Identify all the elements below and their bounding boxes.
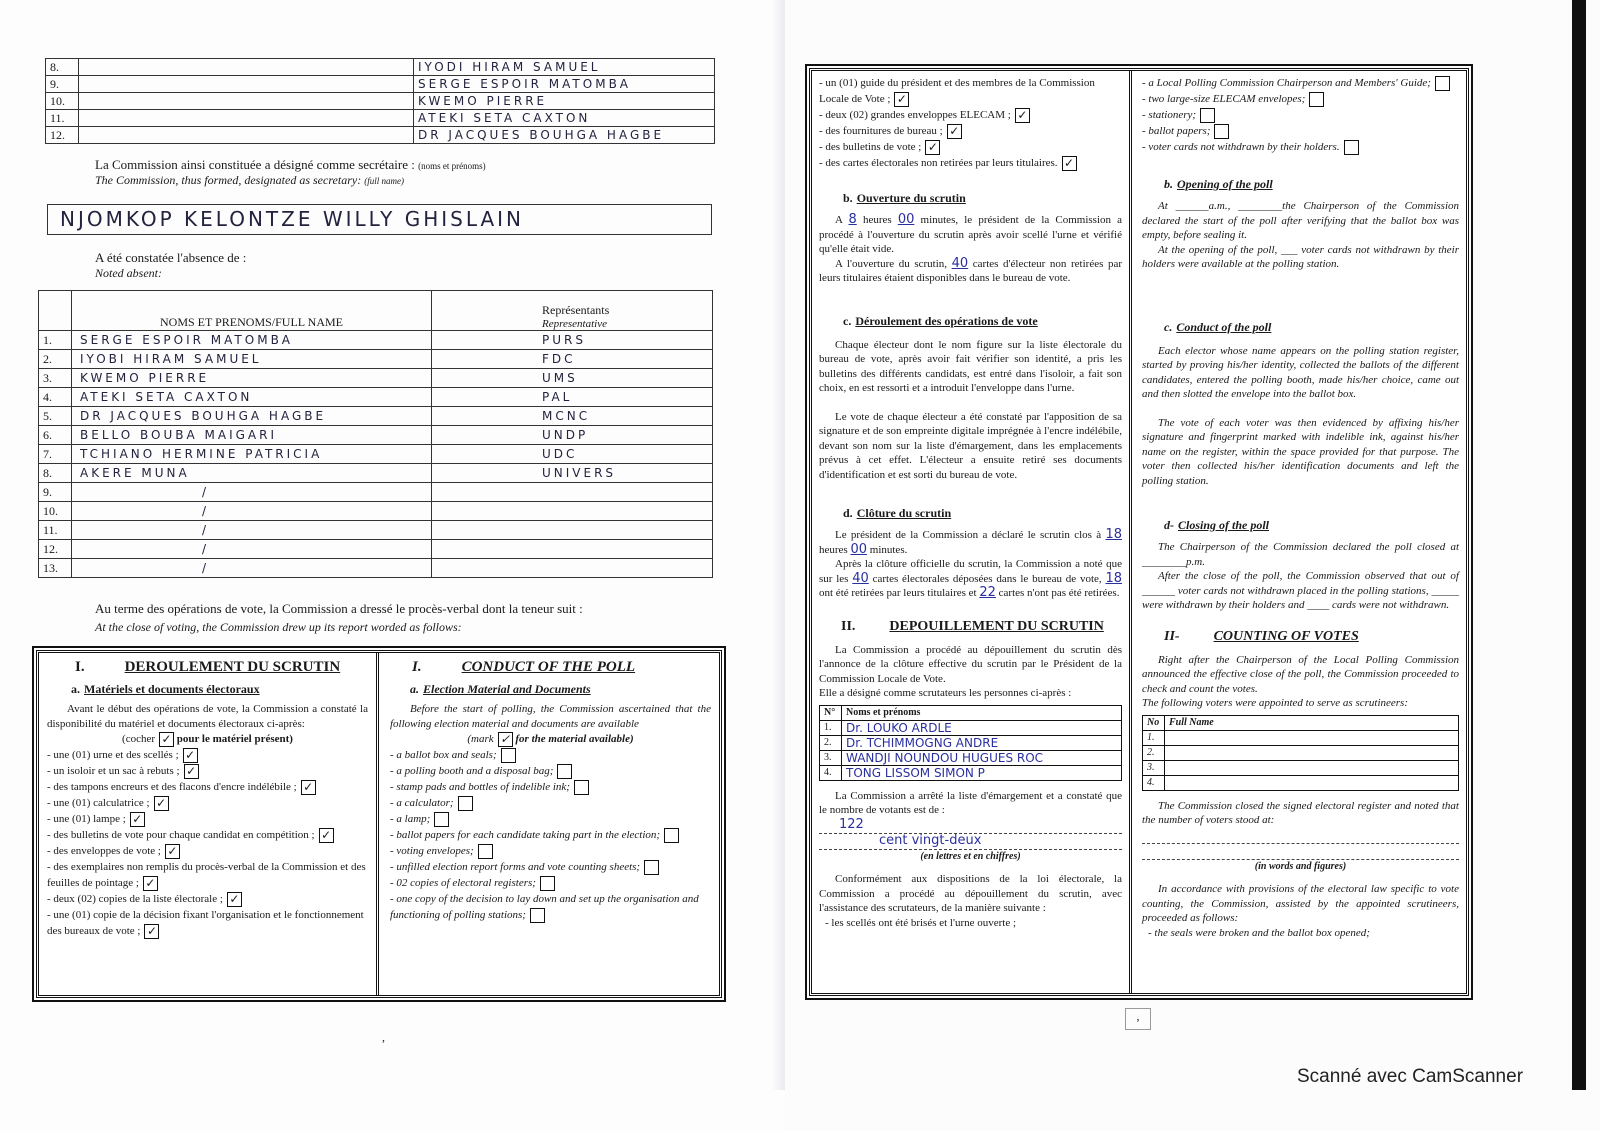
checklist-item: - a Local Polling Commission Chairperson and Members' Guide; [1142,75,1459,91]
absent-representative[interactable]: MCNC [432,407,713,426]
table-row: 7. TCHIANO HERMINE PATRICIA UDC [39,445,713,464]
checklist-item: - two large-size ELECAM envelopes; [1142,91,1459,107]
member-name[interactable]: KWEMO PIERRE [414,93,715,110]
table-row: 13. / [39,559,713,578]
absent-representative[interactable]: UNDP [432,426,713,445]
checkbox[interactable]: ✓ [130,812,145,827]
checklist-item: - a lamp; [390,811,711,827]
absent-name[interactable]: / [72,521,432,540]
checkbox[interactable]: ✓ [227,892,242,907]
checkbox[interactable] [530,908,545,923]
table-row: 12. DR JACQUES BOUHGA HAGBE [46,127,715,144]
checkbox[interactable] [540,876,555,891]
absent-name[interactable]: IYOBI HIRAM SAMUEL [72,350,432,369]
camscanner-watermark: Scanné avec CamScanner [1297,1066,1524,1087]
absent-representative[interactable] [432,540,713,559]
opening-paragraph-fr: A 8 heures 00 minutes, le président de la Commission a procédé à l'ouverture du scrutin après avoir scellé l'urne et vérifié qu'elle était vide. [819,212,1123,255]
table-row: 12. / [39,540,713,559]
table-row: 10. / [39,502,713,521]
table-row: 9. SERGE ESPOIR MATOMBA [46,76,715,93]
checkbox[interactable]: ✓ [301,780,316,795]
absent-name[interactable]: SERGE ESPOIR MATOMBA [72,331,432,350]
checkbox[interactable] [644,860,659,875]
table-row: 1. SERGE ESPOIR MATOMBA PURS [39,331,713,350]
not-withdrawn-cards-field[interactable]: 22 [979,585,996,600]
checkbox[interactable]: ✓ [165,844,180,859]
voters-count-words[interactable]: cent vingt-deux [879,832,982,848]
scrutineer-name[interactable]: Dr. LOUKO ARDLE [842,720,1122,735]
voters-count-line-en[interactable] [1142,828,1459,844]
table-row: 9. / [39,483,713,502]
checklist-item: - des cartes électorales non retirées par leurs titulaires. ✓ [819,155,1122,171]
absent-representative[interactable]: PAL [432,388,713,407]
checkbox[interactable]: ✓ [947,124,962,139]
checkbox-icon: ✓ [159,732,174,747]
en-material-list-cont [1142,75,1459,155]
checklist-item: - ballot papers for each candidate taking part in the election; [390,827,711,843]
closing-hours-field[interactable]: 18 [1105,527,1123,542]
absent-name[interactable]: / [72,540,432,559]
checklist-item: - stationery; [1142,107,1459,123]
fr-material-list-cont [819,75,1122,171]
voters-count-figures[interactable]: 122 [839,816,864,832]
absent-representative[interactable] [432,559,713,578]
checkbox[interactable] [557,764,572,779]
opening-hours-field[interactable]: 8 [848,212,857,227]
table-row: 3. WANDJI NOUNDOU HUGUES ROC [820,750,1122,765]
absent-label: A été constatée l'absence de : Noted absent: [95,250,247,280]
member-name[interactable]: ATEKI SETA CAXTON [414,110,715,127]
checkbox[interactable]: ✓ [319,828,334,843]
right-page [785,0,1600,1131]
en-material-list [390,747,711,923]
withdrawn-cards-field[interactable]: 18 [1105,570,1123,586]
checkbox[interactable] [458,796,473,811]
checklist-item: - ballot papers; [1142,123,1459,139]
checklist-item: - unfilled election report forms and vote counting sheets; [390,859,711,875]
checklist-item: - une (01) copie de la décision fixant l'organisation et le fonctionnement des bureaux de vote ; ✓ [47,909,364,938]
voters-count-line-en-2[interactable] [1142,844,1459,860]
table-row: 2. Dr. TCHIMMOGNG ANDRE [820,735,1122,750]
member-name[interactable]: IYODI HIRAM SAMUEL [414,59,715,76]
table-row: 3. KWEMO PIERRE UMS [39,369,713,388]
absent-representative[interactable]: FDC [432,350,713,369]
scrutineer-name[interactable]: TONG LISSOM SIMON P [842,765,1122,780]
table-row: 11. ATEKI SETA CAXTON [46,110,715,127]
checklist-item: - une (01) calculatrice ; ✓ [47,795,368,811]
left-page [0,0,785,1131]
checklist-item: - un (01) guide du président et des membres de la Commission Locale de Vote ; ✓ [819,77,1095,106]
absent-name[interactable]: ATEKI SETA CAXTON [72,388,432,407]
scrutineer-name[interactable] [1165,760,1459,775]
secretary-name-field[interactable]: NJOMKOP KELONTZE WILLY GHISLAIN [47,204,712,235]
fr-material-list [47,747,368,939]
table-row: 8. IYODI HIRAM SAMUEL [46,59,715,76]
checklist-item: - des tampons encreurs et des flacons d'encre indélébile ; ✓ [47,779,368,795]
checklist-item: - des fournitures de bureau ; ✓ [819,123,1122,139]
page-edge-shadow [1572,0,1586,1090]
absent-name[interactable]: / [72,502,432,521]
scrutineers-table-fr: N° Noms et prénoms 1. Dr. LOUKO ARDLE 2. Dr. TCHIMMOGNG ANDRE 3. WANDJI NOUNDOU HUGUES ROC 4. TONG LISSOM SIMON P [819,705,1122,781]
absent-representative[interactable]: UNIVERS [432,464,713,483]
scrutineer-name[interactable]: Dr. TCHIMMOGNG ANDRE [842,735,1122,750]
scrutineer-name[interactable] [1165,730,1459,745]
checkbox[interactable]: ✓ [154,796,169,811]
table-row: 1. Dr. LOUKO ARDLE [820,720,1122,735]
closing-minutes-field[interactable]: 00 [850,541,868,557]
member-name[interactable]: SERGE ESPOIR MATOMBA [414,76,715,93]
scrutineer-name[interactable]: WANDJI NOUNDOU HUGUES ROC [842,750,1122,765]
table-row: 3. [1143,760,1459,775]
checkbox[interactable] [574,780,589,795]
table-row: 8. AKERE MUNA UNIVERS [39,464,713,483]
table-row: 6. BELLO BOUBA MAIGARI UNDP [39,426,713,445]
absent-name[interactable]: DR JACQUES BOUHGA HAGBE [72,407,432,426]
page-number-tab: , [1125,1008,1151,1030]
checklist-item: - des enveloppes de vote ; ✓ [47,843,368,859]
absent-name[interactable]: BELLO BOUBA MAIGARI [72,426,432,445]
opening-cards-field[interactable]: 40 [951,255,969,271]
member-name[interactable]: DR JACQUES BOUHGA HAGBE [414,127,715,144]
checkbox[interactable] [1344,140,1359,155]
checklist-item: - voting envelopes; [390,843,711,859]
table-row: 4. [1143,775,1459,790]
absent-representative[interactable] [432,502,713,521]
checklist-item: - deux (02) grandes enveloppes ELECAM ; ✓ [819,107,1122,123]
checkbox[interactable] [434,812,449,827]
checkbox[interactable]: ✓ [184,764,199,779]
absent-name[interactable]: / [72,559,432,578]
checklist-item: - une (01) lampe ; ✓ [47,811,368,827]
closing-text: Au terme des opérations de vote, la Commission a dressé le procès-verbal dont la teneur suit : At the close of voting, the Commission drew up its report worded as follows: [95,601,583,634]
page-mark: , [382,1030,385,1044]
table-row: 1. [1143,730,1459,745]
section-I-en: I. CONDUCT OF THE POLL a. Election Material and Documents Before the start of polling, the Commission ascertained that the following election material and documents are available (mark ✓ for the material available) - a ballot box and seals; - a polling booth and a disposal bag; - stamp pads and bottles of indelible ink; - a calculator; - a lamp; - ballot papers for each candidate taking part in the election; - voting envelopes; - unfilled election report forms and vote counting sheets; - 02 copies of electoral registers; - one copy of the decision to lay down and set up the organisation and functioning of polling stations; [390,659,711,921]
absent-representative[interactable] [432,483,713,502]
table-row: 11. / [39,521,713,540]
checklist-item: - a ballot box and seals; [390,747,711,763]
absent-representative[interactable]: PURS [432,331,713,350]
table-row: 10. KWEMO PIERRE [46,93,715,110]
checklist-item: - one copy of the decision to lay down and set up the organisation and functioning of polling stations; [390,893,699,921]
checkbox[interactable] [1200,108,1215,123]
checkbox[interactable]: ✓ [144,924,159,939]
checklist-item: - a polling booth and a disposal bag; [390,763,711,779]
scrutineer-name[interactable] [1165,775,1459,790]
absent-name[interactable]: / [72,483,432,502]
scrutineer-name[interactable] [1165,745,1459,760]
absent-representative[interactable] [432,521,713,540]
table-header: NOMS ET PRENOMS/FULL NAME Représentants Representative [39,291,713,331]
checkbox[interactable]: ✓ [143,876,158,891]
checklist-item: - stamp pads and bottles of indelible ink; [390,779,711,795]
checkbox[interactable] [478,844,493,859]
checkbox[interactable] [1214,124,1229,139]
table-row: 5. DR JACQUES BOUHGA HAGBE MCNC [39,407,713,426]
secretary-label: La Commission ainsi constituée a désigné comme secrétaire : (noms et prénoms) The Commission, thus formed, designated as secretary: (full name) [95,157,486,187]
checkbox[interactable]: ✓ [894,92,909,107]
checklist-item: - un isoloir et un sac à rebuts ; ✓ [47,763,368,779]
absent-name[interactable]: KWEMO PIERRE [72,369,432,388]
table-row: 4. TONG LISSOM SIMON P [820,765,1122,780]
checklist-item: - voter cards not withdrawn by their holders. [1142,139,1459,155]
table-row: 2. [1143,745,1459,760]
checkbox[interactable] [501,748,516,763]
table-row: 4. ATEKI SETA CAXTON PAL [39,388,713,407]
checkbox[interactable] [664,828,679,843]
absent-name[interactable]: AKERE MUNA [72,464,432,483]
checkbox[interactable] [1435,76,1450,91]
absent-members-table [38,290,713,578]
absent-name[interactable]: TCHIANO HERMINE PATRICIA [72,445,432,464]
absent-representative[interactable]: UDC [432,445,713,464]
checkbox[interactable] [1309,92,1324,107]
checklist-item: - 02 copies of electoral registers; [390,875,711,891]
right-fr-column: - un (01) guide du président et des membres de la Commission Locale de Vote ; ✓ - deux (02) grandes enveloppes ELECAM ; ✓ - des fournitures de bureau ; ✓ - des bulletins de vote ; ✓ - des cartes électorales non retirées par leurs titulaires. ✓ b. Ouverture du scrutin A 8 heures 00 minutes, le président de la Commission a procédé à l'ouverture du scrutin après avoir scellé l'urne et vérifié qu'elle était vide. A l'ouverture du scrutin, 40 cartes d'électeur non retirées par leurs titulaires étaient disponibles dans le bureau de vote. c. Déroulement des opérations de vote Chaque électeur dont le nom figure sur la liste électorale du bureau de vote, après avoir fait vérifier son identité, a pris les bulletins des différents candidats, est entré dans l'isoloir, a fait son choix, en est ressorti et a introduit l'enveloppe dans l'urne. Le vote de chaque électeur a été constaté par l'apposition de sa signature et de son empreinte digitale imprégnée à l'encre indélébile, devant son nom sur la liste d'émargement, dans les emplacements prévus à cet effet. L'électeur a ensuite retiré ses documents d'identification et est sorti du bureau de vote. d. Clôture du scrutin Le président de la Commission a déclaré le scrutin clos à 18 heures 00 minutes. Après la clôture officielle du scrutin, la Commission a noté que sur les 40 cartes électorales déposées dans le bureau de vote, 18 ont été retirées par leurs titulaires et 22 cartes n'ont pas été retirées. II. DEPOUILLEMENT DU SCRUTIN La Commission a procédé au dépouillement du scrutin dès l'annonce de la clôture effective du scrutin par le Président de la Commission Locale de Vote. Elle a désigné comme scrutateurs les personnes ci-après : N° Noms et prénoms 1. Dr. LOUKO ARDLE 2. Dr. TCHIMMOGNG ANDRE 3. WANDJI NOUNDOU HUGUES ROC 4. TONG LISSOM SIMON P La Commission a arrêté la liste d'émargement et a constaté que le nombre de votants est de : 122 cent vingt-deux (en lettres et en chiffres) Conformément aux dispositions de la loi électorale, la Commission a procédé au dépouillement du scrutin, avec l'assistance des scrutateurs, de la manière suivante : - les scellés ont été brisés et l'urne ouverte ; [812,71,1132,993]
checklist-item: - a calculator; [390,795,711,811]
checkbox[interactable]: ✓ [925,140,940,155]
checkbox[interactable]: ✓ [1015,108,1030,123]
checklist-item: - des bulletins de vote ; ✓ [819,139,1122,155]
checklist-item: - deux (02) copies de la liste électorale ; ✓ [47,891,368,907]
section-I-frame [36,650,722,998]
checkbox[interactable]: ✓ [1062,156,1077,171]
absent-representative[interactable]: UMS [432,369,713,388]
scrutineers-table-en: No Full Name 1. 2. 3. 4. [1142,715,1459,791]
checklist-item: - une (01) urne et des scellés ; ✓ [47,747,368,763]
table-row: 2. IYOBI HIRAM SAMUEL FDC [39,350,713,369]
checkbox[interactable]: ✓ [183,748,198,763]
checklist-item: - des bulletins de vote pour chaque candidat en compétition ; ✓ [47,827,368,843]
right-en-column: - a Local Polling Commission Chairperson and Members' Guide; - two large-size ELECAM envelopes; - stationery; - ballot papers; - voter cards not withdrawn by their holders. b. Opening of the poll At ______a.m., ________the Chairperson of the Commission declared the start of the poll after verifying that the ballot box was empty, before sealing it. At the opening of the poll, ___ voter cards not withdrawn by their holders were available at the polling station. c. Conduct of the poll Each elector whose name appears on the polling station register, started by proving his/her identity, collected the ballots of the different candidates, entered the polling booth, made his/her choice, came out and then slotted the envelope into the ballot box. The vote of each voter was then evidenced by affixing his/her signature and fingerprint marked with indelible ink, against his/her name on the register, within the space provided for that purpose. The voter then collected his/her identification documents and left the polling station. d- Closing of the poll The Chairperson of the Commission declared the poll closed at ________p.m. After the close of the poll, the Commission observed that out of ______ voter cards not withdrawn placed in the polling stations, _____ were withdrawn by their holders and ____ cards were not withdrawn. II- COUNTING OF VOTES Right after the Chairperson of the Local Polling Commission announced the effective close of the poll, the Commission proceeded to check and count the votes. The following voters were appointed to serve as scrutineers: No Full Name 1. 2. 3. 4. The Commission closed the signed electoral register and noted that the number of voters stood at: (in words and figures) In accordance with provisions of the electoral law specific to vote counting, the Commission, assisted by the appointed scrutineers, proceeded as follows: - the seals were broken and the ballot box opened; [1142,77,1459,939]
checkbox-icon: ✓ [498,732,513,747]
right-frame [809,68,1469,996]
section-I-fr: I. DEROULEMENT DU SCRUTIN a. Matériels et documents électoraux Avant le début des opérations de vote, la Commission a constaté la disponibilité du matériel et documents électoraux ci-après: (cocher ✓ pour le matériel présent) - une (01) urne et des scellés ; ✓ - un isoloir et un sac à rebuts ; ✓ - des tampons encreurs et des flacons d'encre indélébile ; ✓ - une (01) calculatrice ; ✓ - une (01) lampe ; ✓ - des bulletins de vote pour chaque candidat en compétition ; ✓ - des enveloppes de vote ; ✓ - des exemplaires non remplis du procès-verbal de la Commission et des feuilles de pointage ; ✓ - deux (02) copies de la liste électorale ; ✓ - une (01) copie de la décision fixant l'organisation et le fonctionnement des bureaux de vote ; ✓ [39,653,379,995]
checklist-item: - des exemplaires non remplis du procès-verbal de la Commission et des feuilles de pointage ; ✓ [47,861,366,890]
opening-minutes-field[interactable]: 00 [897,212,915,227]
commission-members-table [45,58,715,144]
total-cards-field[interactable]: 40 [852,570,869,586]
